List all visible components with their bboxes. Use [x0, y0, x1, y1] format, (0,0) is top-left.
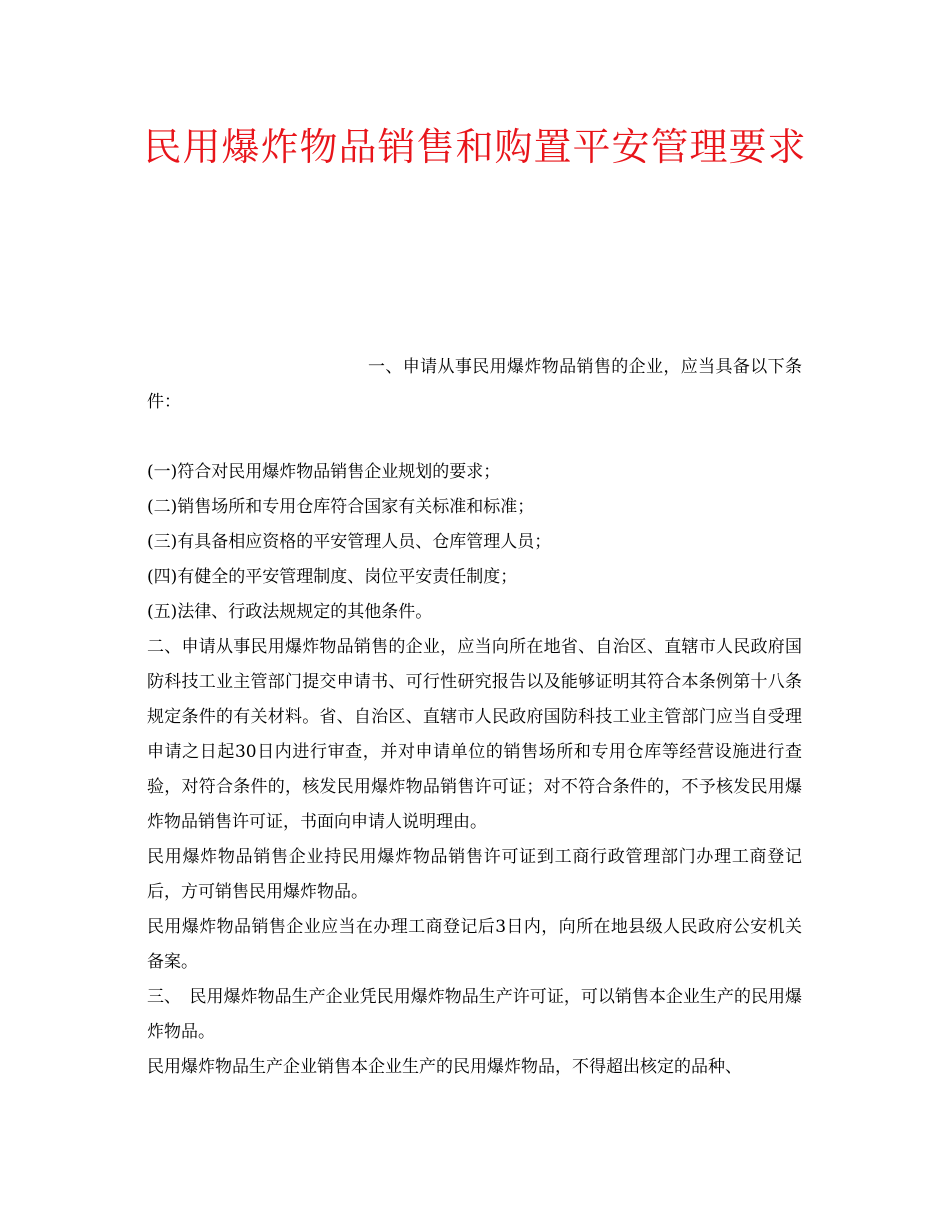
- document-body: [147, 350, 802, 1085]
- paragraph-gap: [147, 420, 802, 455]
- condition-item: (五)法律、行政法规规定的其他条件。: [147, 602, 433, 622]
- section-two-paragraph: 民用爆炸物品销售企业应当在办理工商登记后3日内，向所在地县级人民政府公安机关备案。: [147, 917, 802, 972]
- section-three-paragraph: 民用爆炸物品生产企业销售本企业生产的民用爆炸物品，不得超出核定的品种、: [147, 1057, 742, 1077]
- section-two-paragraph: 民用爆炸物品销售企业持民用爆炸物品销售许可证到工商行政管理部门办理工商登记后，方可销售民用爆炸物品。: [147, 847, 802, 902]
- section-three-paragraph: 三、 民用爆炸物品生产企业凭民用爆炸物品生产许可证，可以销售本企业生产的民用爆炸物品。: [147, 987, 802, 1042]
- page-title: 民用爆炸物品销售和购置平安管理要求: [143, 125, 807, 169]
- intro-paragraph: 一、申请从事民用爆炸物品销售的企业，应当具备以下条件：: [147, 357, 802, 412]
- condition-item: (二)销售场所和专用仓库符合国家有关标准和标准；: [147, 497, 535, 517]
- condition-item: (四)有健全的平安管理制度、岗位平安责任制度；: [147, 567, 518, 587]
- condition-item: (三)有具备相应资格的平安管理人员、仓库管理人员；: [147, 532, 552, 552]
- condition-item: (一)符合对民用爆炸物品销售企业规划的要求；: [147, 462, 501, 482]
- section-two-paragraph: 二、申请从事民用爆炸物品销售的企业，应当向所在地省、自治区、直辖市人民政府国防科技工业主管部门提交申请书、可行性研究报告以及能够证明其符合本条例第十八条规定条件的有关材料。省、自治区、直辖市人民政府国防科技工业主管部门应当自受理申请之日起30日内进行审查，并对申请单位的销售场所和专用仓库等经营设施进行查验，对符合条件的，核发民用爆炸物品销售许可证；对不符合条件的，不予核发民用爆炸物品销售许可证，书面向申请人说明理由。: [147, 637, 802, 832]
